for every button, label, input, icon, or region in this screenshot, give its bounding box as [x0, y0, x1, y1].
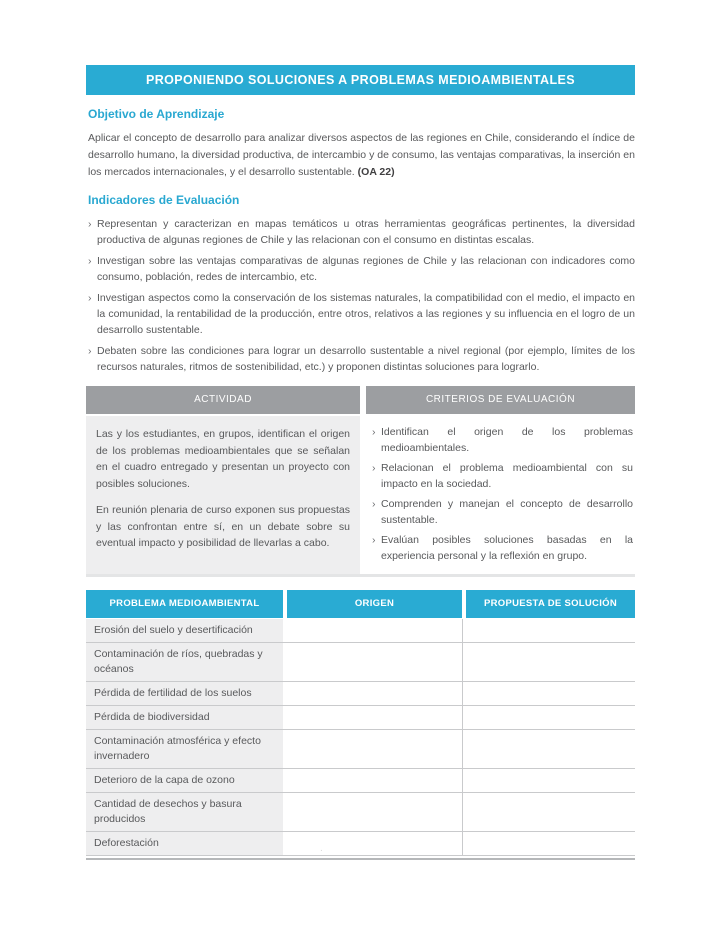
table-bottom-border [86, 858, 635, 860]
activity-table-header-row [86, 386, 635, 414]
list-item [88, 216, 635, 248]
problema-cell: Pérdida de fertilidad de los suelos [86, 682, 283, 705]
list-item [88, 253, 635, 285]
column-header-criterios: CRITERIOS DE EVALUACIÓN [366, 386, 635, 414]
objetivo-heading: Objetivo de Aprendizaje [88, 107, 225, 121]
origen-cell-empty [283, 832, 462, 855]
table-row [86, 706, 635, 730]
indicadores-heading: Indicadores de Evaluación [88, 193, 240, 207]
criterion-text: Comprenden y manejan el concepto de desarrollo sustentable. [381, 498, 633, 526]
propuesta-cell-empty [462, 832, 635, 855]
table-row [86, 682, 635, 706]
propuesta-cell-empty [462, 730, 635, 768]
origen-cell-empty [283, 643, 462, 681]
actividad-paragraph: Las y los estudiantes, en grupos, identifican el origen de los problemas medioambientales que se señalan en el cuadro entregado y presentan un proyecto con posibles soluciones. [96, 428, 350, 490]
table-row [86, 730, 635, 769]
propuesta-cell-empty [462, 643, 635, 681]
indicator-text: Investigan aspectos como la conservación de los sistemas naturales, la compatibilidad con el medio, el impacto en la comunidad, la rentabilidad de la producción, entre otros, relativos a las regiones y su influencia en el logro de un desarrollo sustentable. [97, 292, 635, 336]
list-item [372, 532, 633, 564]
criterios-cell [366, 416, 635, 574]
list-item [88, 290, 635, 338]
bullet-icon: › [372, 498, 376, 510]
list-item [372, 496, 633, 528]
origen-cell-empty [283, 619, 462, 642]
bullet-icon: › [88, 345, 92, 357]
column-header-origen: ORIGEN [287, 590, 462, 618]
indicator-text: Debaten sobre las condiciones para lograr un desarrollo sustentable a nivel regional (por ejemplo, límites de los recursos naturales, ritmos de sostenibilidad, etc.) y proponen distintas soluciones para lograrlo. [97, 345, 635, 373]
objetivo-body [88, 130, 635, 181]
criterion-text: Evalúan posibles soluciones basadas en la experiencia personal y la reflexión en grupo. [381, 534, 633, 562]
bullet-icon: › [88, 255, 92, 267]
oa-code: (OA 22) [357, 166, 395, 178]
actividad-paragraph: En reunión plenaria de curso exponen sus propuestas y las confrontan entre sí, en un debate sobre su eventual impacto y posibilidad de llevarlas a cabo. [96, 504, 350, 549]
origen-cell-empty [283, 793, 462, 831]
problems-table-header-row [86, 590, 635, 618]
page-content [86, 65, 635, 860]
origen-cell-empty [283, 706, 462, 729]
bullet-icon: › [372, 426, 376, 438]
page-mark: . [320, 843, 323, 854]
problema-cell: Deterioro de la capa de ozono [86, 769, 283, 792]
problema-cell: Cantidad de desechos y basura producidos [86, 793, 283, 831]
propuesta-cell-empty [462, 619, 635, 642]
table-row [86, 832, 635, 856]
bullet-icon: › [88, 218, 92, 230]
propuesta-cell-empty [462, 682, 635, 705]
criterion-text: Identifican el origen de los problemas medioambientales. [381, 426, 633, 454]
bullet-icon: › [372, 462, 376, 474]
list-item [372, 460, 633, 492]
problema-cell: Pérdida de biodiversidad [86, 706, 283, 729]
list-item [372, 424, 633, 456]
table-row [86, 793, 635, 832]
problema-cell: Deforestación [86, 832, 283, 855]
indicadores-list [88, 216, 635, 375]
problema-cell: Contaminación atmosférica y efecto invernadero [86, 730, 283, 768]
table-row [86, 619, 635, 643]
origen-cell-empty [283, 730, 462, 768]
table-row [86, 643, 635, 682]
problems-table [86, 590, 635, 860]
activity-table-body [86, 416, 635, 574]
indicator-text: Investigan sobre las ventajas comparativas de algunas regiones de Chile y las relacionan con indicadores como consumo, población, redes de intercambio, etc. [97, 255, 635, 283]
column-header-propuesta: PROPUESTA DE SOLUCIÓN [466, 590, 635, 618]
origen-cell-empty [283, 769, 462, 792]
problema-cell: Contaminación de ríos, quebradas y océanos [86, 643, 283, 681]
indicator-text: Representan y caracterizan en mapas temáticos u otras herramientas geográficas pertinentes, la diversidad productiva de algunas regiones de Chile y las relacionan con el consumo en distintas escalas. [97, 218, 635, 246]
propuesta-cell-empty [462, 706, 635, 729]
problema-cell: Erosión del suelo y desertificación [86, 619, 283, 642]
propuesta-cell-empty [462, 769, 635, 792]
bullet-icon: › [372, 534, 376, 546]
objetivo-body-text: Aplicar el concepto de desarrollo para analizar diversos aspectos de las regiones en Chile, considerando el índice de desarrollo humano, la diversidad productiva, de intercambio y de consumo, las ventajas comparativas, la inserción en los mercados internacionales, y el desarrollo sustentable. [88, 132, 635, 178]
activity-table [86, 386, 635, 577]
criterion-text: Relacionan el problema medioambiental con su impacto en la sociedad. [381, 462, 633, 490]
table-row [86, 769, 635, 793]
actividad-cell [86, 416, 360, 574]
origen-cell-empty [283, 682, 462, 705]
list-item [88, 343, 635, 375]
column-header-problema: PROBLEMA MEDIOAMBIENTAL [86, 590, 283, 618]
column-header-actividad: ACTIVIDAD [86, 386, 360, 414]
propuesta-cell-empty [462, 793, 635, 831]
page-title: PROPONIENDO SOLUCIONES A PROBLEMAS MEDIOAMBIENTALES [86, 65, 635, 95]
bullet-icon: › [88, 292, 92, 304]
